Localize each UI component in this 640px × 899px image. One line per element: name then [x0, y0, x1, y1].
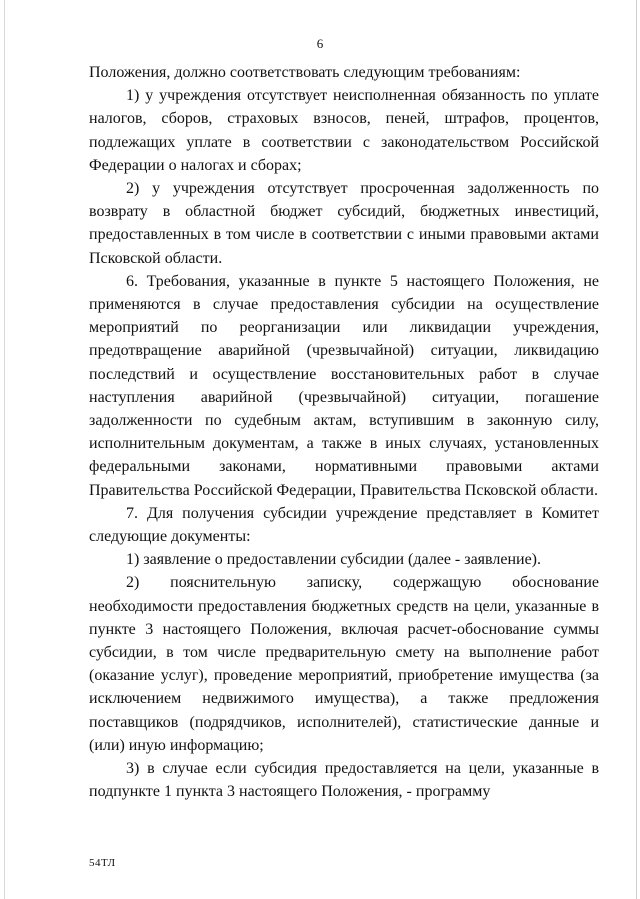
scan-edge-right	[636, 0, 637, 899]
scan-edge-left	[4, 0, 5, 899]
page-number: 6	[316, 36, 324, 51]
paragraph-item-3: 3) в случае если субсидия предоставляется на цели, указанные в подпункте 1 пункта 3 настоящего Положения, - программу	[89, 760, 599, 801]
paragraph-requirement-2: 2) у учреждения отсутствует просроченная задолженность по возврату в областной бюджет субсидий, бюджетных инвестиций, предоставленных в том числе в соответствии с иными правовыми актами Псковской области.	[89, 180, 599, 267]
paragraph-requirement-1: 1) у учреждения отсутствует неисполненная обязанность по уплате налогов, сборов, страховых взносов, пеней, штрафов, процентов, подлежащих уплате в соответствии с законодательством Российской Федерации о налогах и сборах;	[89, 87, 599, 174]
paragraph-section-6: 6. Требования, указанные в пункте 5 настоящего Положения, не применяются в случае предоставления субсидии на осуществление мероприятий по реорганизации или ликвидации учреждения, предотвращение аварийной (чрезвычайной) ситуации, ликвидацию последствий и осуществление восстановительных работ в случае наступления аварийной (чрезвычайной) ситуации, погашение задолженности по судебным актам, вступившим в законную силу, исполнительным документам, а также в иных случаях, установленных федеральными законами, нормативными правовыми актами Правительства Российской Федерации, Правительства Псковской области.	[89, 272, 599, 499]
paragraph-continuation: Положения, должно соответствовать следующим требованиям:	[89, 64, 521, 81]
footer-document-code: 54ТЛ	[89, 857, 116, 869]
paragraph-section-7: 7. Для получения субсидии учреждение представляет в Комитет следующие документы:	[89, 504, 599, 546]
document-body	[89, 61, 599, 804]
paragraph-item-1: 1) заявление о предоставлении субсидии (далее - заявление).	[126, 551, 542, 569]
paragraph-item-2: 2) пояснительную записку, содержащую обоснование необходимости предоставления бюджетных средств на цели, указанные в пункте 3 настоящего Положения, включая расчет-обоснование суммы субсидии, в том числе предварительную смету на выполнение работ (оказание услуг), проведение мероприятий, приобретение имущества (за исключением недвижимого имущества), а также предложения поставщиков (подрядчиков, исполнителей), статистические данные и (или) иную информацию;	[89, 574, 599, 754]
